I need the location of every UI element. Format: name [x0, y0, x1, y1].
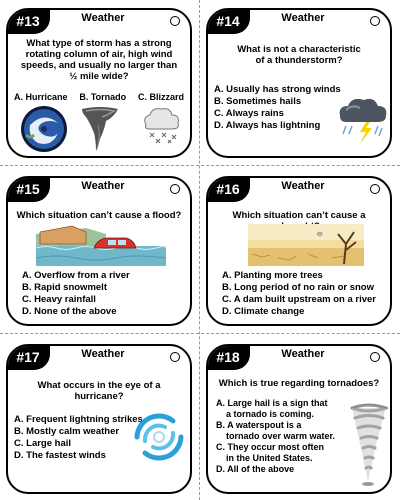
card-number-badge: #14	[206, 8, 250, 34]
option-b-continued: tornado over warm water.	[226, 431, 336, 441]
punch-hole-icon	[370, 184, 380, 194]
card-question: What occurs in the eye of a hurricane?	[37, 380, 161, 402]
punch-hole-icon	[170, 184, 180, 194]
card-question: Which is true regarding tornadoes?	[218, 378, 380, 389]
punch-hole-icon	[170, 16, 180, 26]
punch-hole-icon	[170, 352, 180, 362]
card-title: Weather	[81, 180, 125, 192]
card-question: What is not a characteristic of a thunderstorm?	[237, 44, 361, 66]
option-a-continued: a tornado is coming.	[226, 409, 315, 419]
answer-options	[216, 398, 335, 475]
tornado-funnel-icon	[350, 402, 388, 488]
answer-options	[214, 84, 341, 132]
option-c: C. Always rains	[214, 108, 284, 119]
option-c: C. Heavy rainfall	[22, 294, 96, 305]
drought-landscape-icon	[248, 224, 364, 266]
card-title: Weather	[81, 348, 125, 360]
card-question: Which situation can’t cause a	[232, 210, 366, 221]
option-a: A. Large hail is a sign that	[216, 398, 328, 408]
option-c: C. They occur most often	[216, 442, 325, 452]
thunderstorm-cloud-icon	[336, 94, 388, 146]
option-c: C. A dam built upstream on a river	[222, 294, 376, 305]
card-title: Weather	[281, 348, 325, 360]
blizzard-icon	[138, 105, 184, 145]
card-number-badge: #16	[206, 176, 250, 202]
card-number-badge: #17	[6, 344, 50, 370]
answer-options	[14, 414, 143, 462]
option-a: A. Frequent lightning strikes	[14, 414, 143, 425]
option-d: D. Climate change	[222, 306, 305, 317]
task-card-13	[6, 8, 192, 158]
card-number-badge: #18	[206, 344, 250, 370]
card-question: What type of storm has a strong rotating column of air, high wind speeds, and usually no larger than ½ mile wide?	[20, 38, 178, 82]
option-a: A. Overflow from a river	[22, 270, 130, 281]
tornado-icon	[80, 105, 120, 153]
option-b: B. Rapid snowmelt	[22, 282, 107, 293]
answer-options-row	[14, 92, 184, 102]
card-number-badge: #13	[6, 8, 50, 34]
option-a: A. Hurricane	[14, 92, 68, 102]
task-card-16	[206, 176, 392, 326]
task-card-18	[206, 344, 392, 494]
card-title: Weather	[281, 12, 325, 24]
option-c: C. Blizzard	[137, 92, 184, 102]
punch-hole-icon	[370, 16, 380, 26]
card-question: Which situation can’t cause a flood?	[16, 210, 182, 221]
option-b: B. Long period of no rain or snow	[222, 282, 374, 293]
option-b: B. Tornado	[79, 92, 127, 102]
option-b: B. Mostly calm weather	[14, 426, 120, 437]
card-title: Weather	[281, 180, 325, 192]
option-c: C. Large hail	[14, 438, 72, 449]
option-d: D. None of the above	[22, 306, 117, 317]
option-d: D. Always has lightning	[214, 120, 321, 131]
answer-options	[22, 270, 130, 318]
option-b: B. Sometimes hails	[214, 96, 302, 107]
answer-options	[222, 270, 376, 318]
task-card-17	[6, 344, 192, 494]
card-number-badge: #15	[6, 176, 50, 202]
horizontal-cut-line-1	[0, 165, 400, 166]
hurricane-swirl-icon	[132, 410, 186, 464]
option-c-continued: in the United States.	[226, 453, 313, 463]
option-b: B. A waterspout is a	[216, 420, 302, 430]
flooded-car-icon	[36, 224, 166, 266]
card-title: Weather	[81, 12, 125, 24]
option-a: A. Usually has strong winds	[214, 84, 341, 95]
option-a: A. Planting more trees	[222, 270, 323, 281]
option-d: D. The fastest winds	[14, 450, 106, 461]
option-d: D. All of the above	[216, 464, 295, 474]
vertical-cut-line	[199, 0, 200, 500]
task-card-15	[6, 176, 192, 326]
punch-hole-icon	[370, 352, 380, 362]
task-card-14	[206, 8, 392, 158]
horizontal-cut-line-2	[0, 333, 400, 334]
hurricane-satellite-icon	[20, 105, 68, 153]
